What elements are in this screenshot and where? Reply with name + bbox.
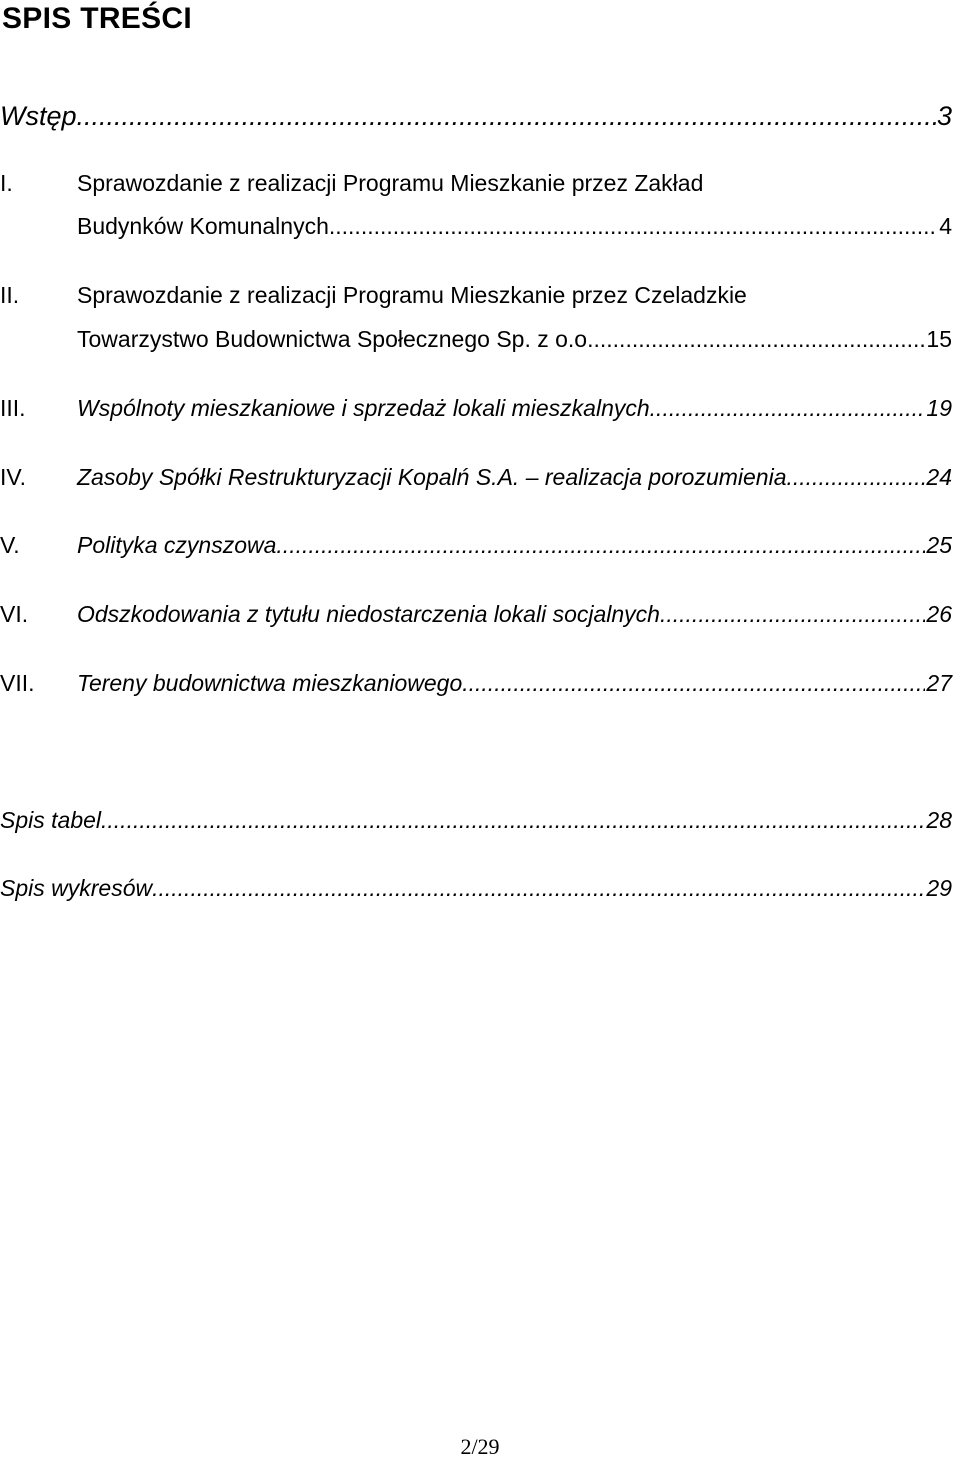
toc-leader-dots <box>462 670 925 697</box>
toc-leader-dots <box>650 395 926 422</box>
toc-entry-row <box>77 670 952 697</box>
page-title: SPIS TREŚCI <box>2 2 193 35</box>
toc-leader-dots <box>101 807 925 834</box>
toc-page-number: 3 <box>936 101 952 131</box>
toc-page-number: 24 <box>926 464 952 490</box>
toc-entry-number: I. <box>0 170 13 196</box>
toc-leader-dots <box>594 326 926 353</box>
toc-entry-text: Wstęp <box>0 101 77 131</box>
toc-page-number: 27 <box>926 670 952 696</box>
toc-entry-text: Tereny budownictwa mieszkaniowego <box>77 670 463 696</box>
toc-entry-row <box>77 326 952 353</box>
toc-entry-row <box>77 395 952 422</box>
toc-entry-row <box>77 601 952 628</box>
page-indicator: 2/29 <box>460 1434 500 1459</box>
toc-leader-dots <box>335 213 938 240</box>
toc-entry-number: III. <box>0 395 26 421</box>
toc-page-number: 29 <box>926 875 952 901</box>
toc-entry-number: VI. <box>0 601 29 627</box>
toc-entry-text: Zasoby Spółki Restrukturyzacji Kopalń S.A. – realizacja porozumienia <box>77 464 787 490</box>
toc-entry-row <box>0 101 952 132</box>
toc-entry-text-line1: Sprawozdanie z realizacji Programu Mieszkanie przez Czeladzkie <box>77 282 747 308</box>
toc-entry-text: Spis tabel <box>0 807 102 833</box>
toc-entry-1[interactable] <box>0 170 952 240</box>
toc-entry-number: V. <box>0 532 20 558</box>
toc-entry-text-line1: Sprawozdanie z realizacji Programu Mieszkanie przez Zakład <box>77 170 704 196</box>
toc-page-number: 19 <box>926 395 952 421</box>
toc-entry-text: Wspólnoty mieszkaniowe i sprzedaż lokali mieszkalnych <box>77 395 650 421</box>
toc-page-number: 28 <box>926 807 952 833</box>
toc-page-number: 15 <box>926 326 952 352</box>
toc-entry-number: IV. <box>0 464 27 490</box>
toc-entry-number: II. <box>0 282 20 308</box>
toc-entry-row <box>77 464 952 491</box>
toc-page-number: 25 <box>926 532 952 558</box>
toc-page-number: 4 <box>939 213 952 239</box>
toc-page-number: 26 <box>926 601 952 627</box>
toc-entry-text: Odszkodowania z tytułu niedostarczenia lokali socjalnych <box>77 601 660 627</box>
toc-entry-number: VII. <box>0 670 35 696</box>
toc-entry-text: Spis wykresów <box>0 875 153 901</box>
toc-entry-row <box>0 807 952 834</box>
toc-leader-dots <box>276 532 925 559</box>
toc-entry-2[interactable] <box>0 282 952 352</box>
toc-entry-row <box>77 532 952 559</box>
toc-leader-dots <box>77 101 936 132</box>
toc-leader-dots <box>660 601 925 628</box>
toc-entry-text: Towarzystwo Budownictwa Społecznego Sp. z o.o. <box>77 326 594 352</box>
toc-entry-row <box>77 213 952 240</box>
toc-leader-dots <box>787 464 926 491</box>
toc-entry-text: Polityka czynszowa <box>77 532 277 558</box>
toc-entry-text: Budynków Komunalnych. <box>77 213 336 239</box>
toc-entry-row <box>0 875 952 902</box>
toc-leader-dots <box>152 875 925 902</box>
